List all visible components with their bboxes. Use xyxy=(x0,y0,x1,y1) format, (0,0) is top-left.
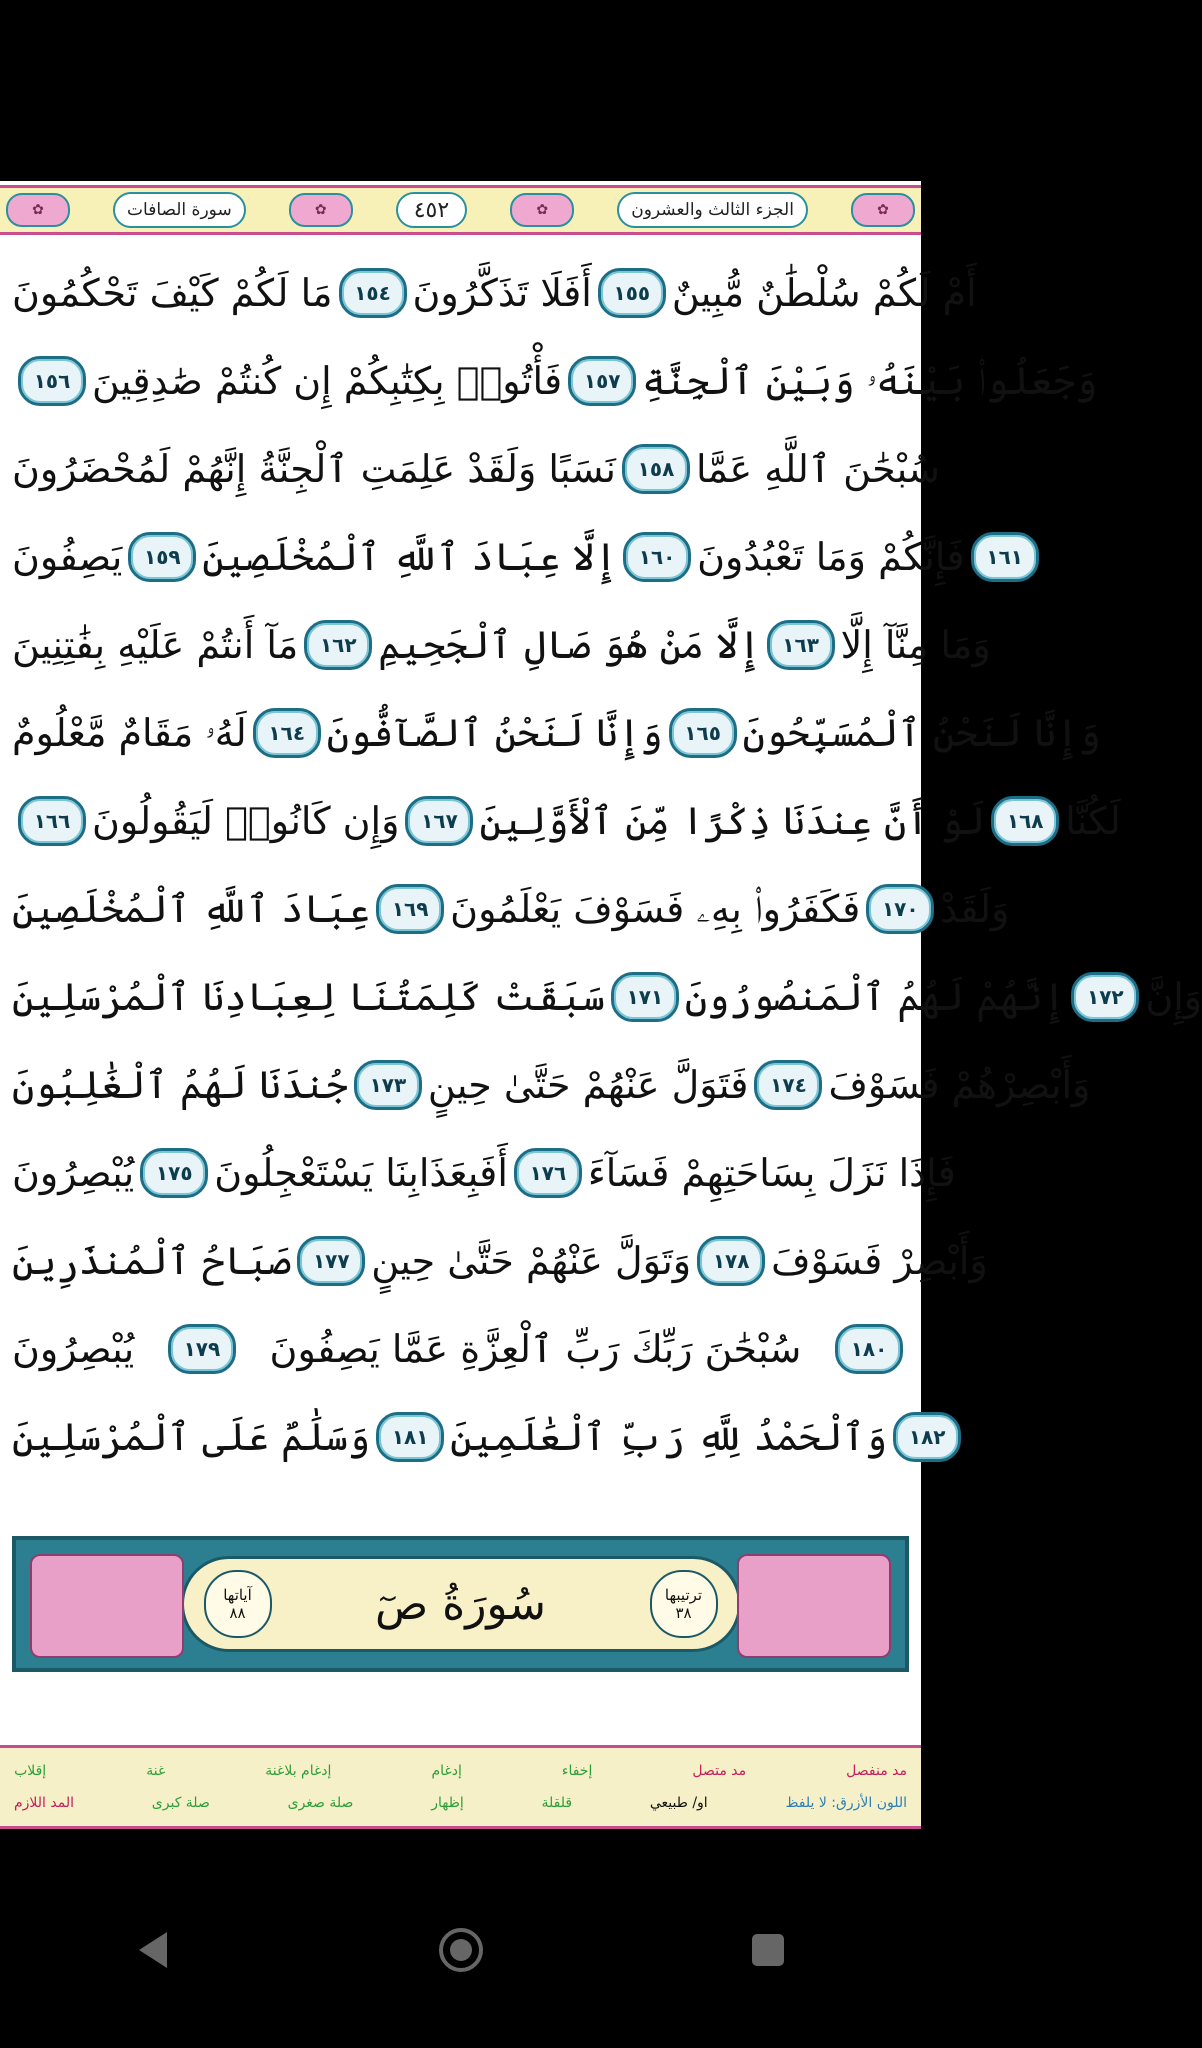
verse-text: فَإِنَّكُمْ وَمَا تَعْبُدُونَ xyxy=(697,535,965,579)
home-button[interactable] xyxy=(421,1910,501,1990)
header-ornament: ✿ xyxy=(289,193,353,227)
verse-text: فَتَوَلَّ عَنْهُمْ حَتَّىٰ حِينٍ xyxy=(427,1063,749,1107)
verse-text: لَوْ أَنَّ عِندَنَا ذِكْرًا مِّنَ ٱلْأَوَّلِينَ xyxy=(479,799,986,843)
ayah-number-marker[interactable]: ١٨١ xyxy=(376,1412,444,1462)
surah-order-badge xyxy=(650,1570,718,1638)
verse-line xyxy=(12,865,1010,953)
verse-text: وَمَا مِنَّآ إِلَّا xyxy=(840,623,991,667)
verse-text: صَبَاحُ ٱلْمُنذَرِينَ xyxy=(12,1239,292,1283)
ayah-number-marker[interactable]: ١٦٥ xyxy=(669,708,737,758)
verse-text: إِلَّا عِبَادَ ٱللَّهِ ٱلْمُخْلَصِينَ xyxy=(202,535,618,579)
juz-label: الجزء الثالث والعشرون xyxy=(617,192,808,228)
ayat-value: ٨٨ xyxy=(229,1604,246,1622)
legend-item: او/ طبيعي xyxy=(649,1795,708,1811)
legend-item: اللون الأزرق: لا يلفظ xyxy=(785,1795,907,1811)
back-triangle-icon xyxy=(137,1930,171,1970)
ayat-count-badge xyxy=(204,1570,272,1638)
android-nav-bar xyxy=(0,1895,921,2005)
verse-line xyxy=(12,777,1121,865)
verse-text: لَكُنَّا xyxy=(1065,799,1121,843)
surah-name-label: سورة الصافات xyxy=(113,192,246,228)
legend-item: صلة كبرى xyxy=(151,1795,210,1811)
ayah-number-marker[interactable]: ١٥٩ xyxy=(128,532,196,582)
ayah-number-marker[interactable]: ١٥٤ xyxy=(339,268,407,318)
ayah-number-marker[interactable]: ١٥٨ xyxy=(622,444,690,494)
legend-row xyxy=(14,1755,907,1787)
legend-item: مد منفصل xyxy=(846,1763,907,1779)
verse-text: وَٱلْحَمْدُ لِلَّهِ رَبِّ ٱلْعَٰلَمِينَ xyxy=(450,1415,888,1459)
verse-line xyxy=(12,1041,1091,1129)
verse-text: سَبَقَتْ كَلِمَتُنَا لِعِبَادِنَا ٱلْمُرْسَلِينَ xyxy=(12,975,605,1019)
verse-line xyxy=(12,1393,946,1481)
ayah-number-marker[interactable]: ١٦٧ xyxy=(405,796,473,846)
legend-item: إظهار xyxy=(431,1795,464,1811)
verse-text: سُبْحَٰنَ ٱللَّهِ عَمَّا xyxy=(695,447,940,491)
ayah-number-marker[interactable]: ١٦٠ xyxy=(623,532,691,582)
verse-line xyxy=(12,601,991,689)
ayah-number-marker[interactable]: ١٧٥ xyxy=(140,1148,208,1198)
verse-text: وَتَوَلَّ عَنْهُمْ حَتَّىٰ حِينٍ xyxy=(371,1239,692,1283)
verse-text: وَإِنَّ xyxy=(1145,975,1202,1019)
ayah-number-marker[interactable]: ١٨٢ xyxy=(893,1412,961,1462)
legend-item: صلة صغرى xyxy=(287,1795,354,1811)
verse-line xyxy=(12,513,1023,601)
verse-text: نَسَبًا وَلَقَدْ عَلِمَتِ ٱلْجِنَّةُ إِنَّهُمْ لَمُحْضَرُونَ xyxy=(12,447,616,491)
order-value: ٣٨ xyxy=(675,1604,692,1622)
verse-text: أَفَبِعَذَابِنَا يَسْتَعْجِلُونَ xyxy=(214,1151,508,1195)
ayah-number-marker[interactable]: ١٧٨ xyxy=(697,1236,765,1286)
ayah-number-marker[interactable]: ١٨٠ xyxy=(835,1324,903,1374)
verse-text: مَا لَكُمْ كَيْفَ تَحْكُمُونَ xyxy=(12,271,333,315)
legend-item: المد اللازم xyxy=(14,1795,74,1811)
header-ornament: ✿ xyxy=(6,193,70,227)
verse-text: فَإِذَا نَزَلَ بِسَاحَتِهِمْ فَسَآءَ xyxy=(587,1151,956,1195)
verse-text: سُبْحَٰنَ رَبِّكَ رَبِّ ٱلْعِزَّةِ عَمَّا يَصِفُونَ xyxy=(269,1327,802,1371)
legend-item: إخفاء xyxy=(561,1763,593,1779)
ayah-number-marker[interactable]: ١٧٦ xyxy=(514,1148,582,1198)
recents-square-icon xyxy=(748,1930,788,1970)
back-button[interactable] xyxy=(114,1910,194,1990)
tajweed-legend xyxy=(0,1745,921,1829)
recents-button[interactable] xyxy=(728,1910,808,1990)
verse-text: فَأْتُوا۟ بِكِتَٰبِكُمْ إِن كُنتُمْ صَٰدِقِينَ xyxy=(92,359,563,403)
surah-banner xyxy=(12,1536,909,1672)
legend-item: إدغام xyxy=(431,1763,462,1779)
surah-title-frame xyxy=(181,1556,741,1652)
verse-text: وَأَبْصِرْهُمْ فَسَوْفَ xyxy=(828,1063,1091,1107)
verse-line xyxy=(12,425,940,513)
verse-line xyxy=(12,1129,956,1217)
verse-text: وَإِنَّا لَنَحْنُ ٱلصَّآفُّونَ xyxy=(326,711,663,755)
ayah-number-marker[interactable]: ١٦٣ xyxy=(767,620,835,670)
ayah-number-marker[interactable]: ١٥٦ xyxy=(18,356,86,406)
ayah-number-marker[interactable]: ١٧٩ xyxy=(168,1324,236,1374)
ayat-label: آياتها xyxy=(223,1586,252,1604)
verse-text: إِلَّا مَنْ هُوَ صَالِ ٱلْجَحِيمِ xyxy=(378,623,761,667)
verse-text: فَكَفَرُوا۟ بِهِۦ فَسَوْفَ يَعْلَمُونَ xyxy=(450,886,861,931)
ayah-number-marker[interactable]: ١٧٠ xyxy=(866,884,934,934)
ayah-number-marker[interactable]: ١٧٢ xyxy=(1071,972,1139,1022)
ayah-number-marker[interactable]: ١٦٦ xyxy=(18,796,86,846)
legend-item: قلقلة xyxy=(541,1795,573,1811)
verse-text: وَلَقَدْ xyxy=(940,887,1010,931)
mushaf-page xyxy=(0,181,1202,1829)
verse-text: يَصِفُونَ xyxy=(12,535,123,579)
ayah-number-marker[interactable]: ١٥٧ xyxy=(568,356,636,406)
surah-title: سُورَةُ صٓ xyxy=(374,1578,547,1630)
verse-line xyxy=(12,953,1202,1041)
banner-ornament xyxy=(737,1554,891,1658)
verse-line xyxy=(12,337,1098,425)
verse-text: لَهُۥ مَقَامٌ مَّعْلُومٌ xyxy=(12,710,247,755)
verses-block[interactable] xyxy=(12,249,1202,1569)
home-circle-icon xyxy=(436,1925,486,1975)
verse-line xyxy=(12,1217,988,1305)
verse-text: يُبْصِرُونَ xyxy=(12,1151,135,1195)
verse-line xyxy=(12,689,1101,777)
legend-item: مد متصل xyxy=(692,1763,747,1779)
ayah-number-marker[interactable]: ١٧٤ xyxy=(754,1060,822,1110)
verse-text: جُندَنَا لَهُمُ ٱلْغَٰلِبُونَ xyxy=(12,1063,348,1107)
ayah-number-marker[interactable]: ١٧٧ xyxy=(297,1236,365,1286)
verse-text: وَجَعَلُوا۟ بَيْنَهُۥ وَبَيْنَ ٱلْجِنَّةِ xyxy=(642,358,1098,403)
ayah-number-marker[interactable]: ١٧١ xyxy=(611,972,679,1022)
order-label: ترتيبها xyxy=(664,1586,703,1604)
legend-item: إقلاب xyxy=(14,1763,47,1779)
legend-row xyxy=(14,1787,907,1819)
verse-text: يُبْصِرُونَ xyxy=(12,1327,135,1371)
page-header xyxy=(0,185,921,235)
verse-text: أَفَلَا تَذَكَّرُونَ xyxy=(412,271,592,315)
ayah-number-marker[interactable]: ١٦١ xyxy=(971,532,1039,582)
legend-item: إدغام بلاغنة xyxy=(265,1763,332,1779)
ayah-number-marker[interactable]: ١٥٥ xyxy=(598,268,666,318)
verse-text: وَإِنَّا لَنَحْنُ ٱلْمُسَبِّحُونَ xyxy=(742,711,1101,755)
verse-text: مَآ أَنتُمْ عَلَيْهِ بِفَٰتِنِينَ xyxy=(12,623,299,667)
verse-text: وَسَلَٰمٌ عَلَى ٱلْمُرْسَلِينَ xyxy=(12,1415,371,1459)
verse-text: وَأَبْصِرْ فَسَوْفَ xyxy=(771,1239,988,1283)
verse-text: إِنَّهُمْ لَهُمُ ٱلْمَنصُورُونَ xyxy=(684,975,1066,1019)
banner-ornament xyxy=(30,1554,184,1658)
header-ornament: ✿ xyxy=(510,193,574,227)
page-number: ٤٥٢ xyxy=(396,192,467,228)
ayah-number-marker[interactable]: ١٦٩ xyxy=(376,884,444,934)
ayah-number-marker[interactable]: ١٦٨ xyxy=(991,796,1059,846)
ayah-number-marker[interactable]: ١٦٢ xyxy=(304,620,372,670)
verse-text: عِبَادَ ٱللَّهِ ٱلْمُخْلَصِينَ xyxy=(12,887,371,931)
ayah-number-marker[interactable]: ١٧٣ xyxy=(354,1060,422,1110)
verse-text: وَإِن كَانُوا۟ لَيَقُولُونَ xyxy=(92,799,400,843)
header-ornament: ✿ xyxy=(851,193,915,227)
legend-item: غنة xyxy=(146,1763,166,1779)
ayah-number-marker[interactable]: ١٦٤ xyxy=(253,708,321,758)
verse-line xyxy=(12,1305,909,1393)
verse-line xyxy=(12,249,977,337)
verse-text: أَمْ لَكُمْ سُلْطَٰنٌ مُّبِينٌ xyxy=(671,271,977,315)
